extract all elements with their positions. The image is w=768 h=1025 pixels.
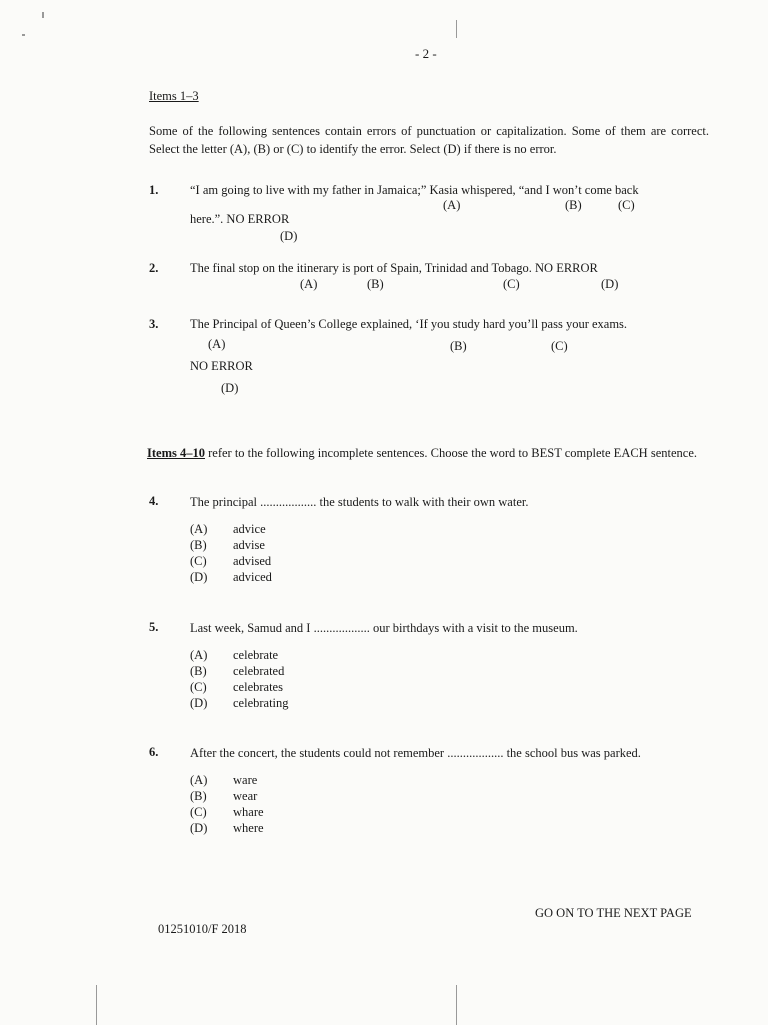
label-b: (B) <box>367 277 384 291</box>
option-text: celebrates <box>233 680 283 694</box>
item-number: 2. <box>149 261 159 275</box>
item-stem: The principal .................. the students to walk with their own water. <box>190 495 529 509</box>
option-letter: (C) <box>190 554 207 568</box>
section1-instructions: Some of the following sentences contain errors of punctuation or capitalization. Some of them are correct. Select the letter (A), (B) or (C) to identify the error. Select (D) if there is no error. <box>149 124 709 156</box>
item-number: 4. <box>149 494 159 508</box>
section2-heading-label: Items 4–10 <box>147 446 205 460</box>
item-stem: Last week, Samud and I .................. our birthdays with a visit to the museum. <box>190 621 578 635</box>
item-sentence: The Principal of Queen’s College explained, ‘If you study hard you’ll pass your exams. <box>190 317 628 331</box>
label-a: (A) <box>443 198 461 212</box>
option-text: celebrate <box>233 648 279 662</box>
item-number: 3. <box>149 317 159 331</box>
item-number: 1. <box>149 183 159 197</box>
option-letter: (C) <box>190 680 207 694</box>
option-text: adviced <box>233 570 272 584</box>
option-text: whare <box>233 805 264 819</box>
label-b: (B) <box>450 339 467 353</box>
option-letter: (C) <box>190 805 207 819</box>
label-b: (B) <box>565 198 582 212</box>
section1-heading: Items 1–3 <box>149 89 199 103</box>
paper-code: 01251010/F 2018 <box>158 922 247 936</box>
option-letter: (D) <box>190 570 208 584</box>
option-letter: (D) <box>190 696 208 710</box>
option-text: advice <box>233 522 266 536</box>
option-list <box>0 648 768 718</box>
option-letter: (A) <box>190 522 208 536</box>
scan-mark <box>456 985 457 1025</box>
label-c: (C) <box>618 198 635 212</box>
option-text: wear <box>233 789 258 803</box>
option-letter: (D) <box>190 821 208 835</box>
scan-mark <box>42 12 44 18</box>
option-text: celebrating <box>233 696 289 710</box>
go-on-next-page: GO ON TO THE NEXT PAGE <box>535 906 692 920</box>
item-sentence-continued: here.”. NO ERROR <box>190 212 290 226</box>
page-number: - 2 - <box>415 46 437 61</box>
option-letter: (B) <box>190 538 207 552</box>
option-letter: (B) <box>190 789 207 803</box>
label-d: (D) <box>280 229 298 243</box>
item-number: 5. <box>149 620 159 634</box>
label-d: (D) <box>221 381 239 395</box>
option-list <box>0 773 768 843</box>
label-d: (D) <box>601 277 619 291</box>
label-a: (A) <box>300 277 318 291</box>
item-stem: After the concert, the students could not remember .................. the school bus was parked. <box>190 746 641 760</box>
option-text: advised <box>233 554 272 568</box>
scan-mark <box>96 985 97 1025</box>
item-sentence: The final stop on the itinerary is port of Spain, Trinidad and Tobago. NO ERROR <box>190 261 598 275</box>
option-letter: (A) <box>190 648 208 662</box>
item-number: 6. <box>149 745 159 759</box>
option-text: ware <box>233 773 258 787</box>
option-text: where <box>233 821 264 835</box>
option-text: advise <box>233 538 265 552</box>
option-list <box>0 522 768 592</box>
option-letter: (A) <box>190 773 208 787</box>
section2-heading-text: refer to the following incomplete sentences. Choose the word to BEST complete EACH sentence. <box>204 446 697 460</box>
label-c: (C) <box>503 277 520 291</box>
label-a: (A) <box>208 337 226 351</box>
item-sentence-continued: NO ERROR <box>190 359 253 373</box>
item-sentence: “I am going to live with my father in Jamaica;” Kasia whispered, “and I won’t come back <box>190 183 639 197</box>
section2-heading <box>147 445 712 461</box>
scan-mark <box>456 20 457 38</box>
option-letter: (B) <box>190 664 207 678</box>
label-c: (C) <box>551 339 568 353</box>
option-text: celebrated <box>233 664 285 678</box>
scan-mark <box>22 34 25 36</box>
